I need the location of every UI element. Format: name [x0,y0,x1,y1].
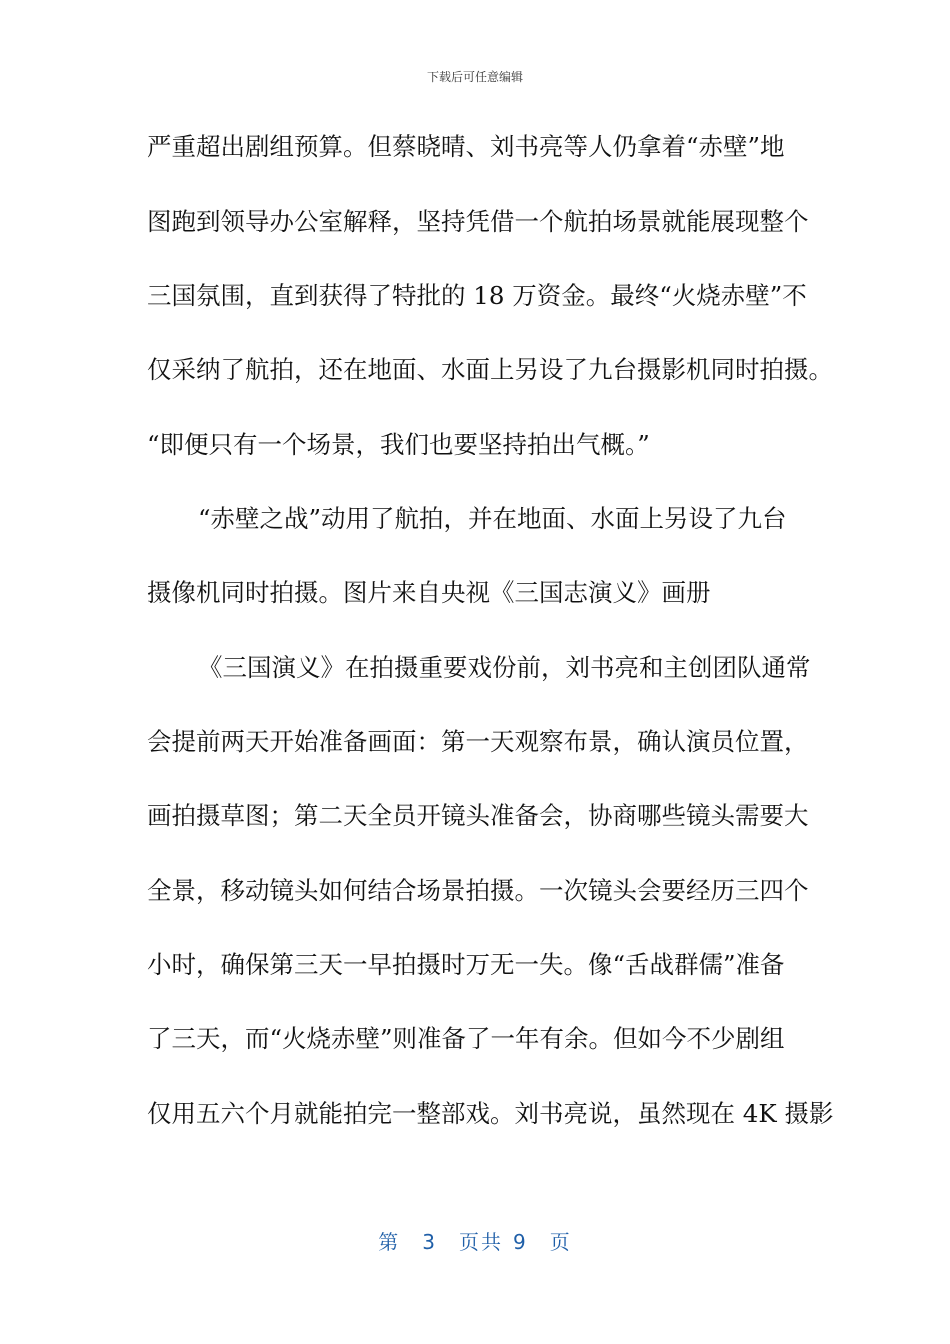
body-line: 三国氛围，直到获得了特批的 18 万资金。最终“火烧赤壁”不 [147,281,807,310]
paragraph-start-line: “赤壁之战”动用了航拍，并在地面、水面上另设了九台 [198,504,787,533]
body-line: 全景，移动镜头如何结合场景拍摄。一次镜头会要经历三四个 [147,876,809,905]
body-line: “即便只有一个场景，我们也要坚持拍出气概。” [147,430,650,459]
footer-prefix: 第 [378,1230,401,1254]
body-line: 画拍摄草图；第二天全员开镜头准备会，协商哪些镜头需要大 [147,801,809,830]
footer-middle: 页共 [459,1230,503,1254]
footer-total-pages: 9 [513,1230,528,1254]
page-header: 下载后可任意编辑 [426,70,523,84]
body-line: 小时，确保第三天一早拍摄时万无一失。像“舌战群儒”准备 [147,950,785,979]
page-footer [0,1226,950,1255]
body-line: 了三天，而“火烧赤壁”则准备了一年有余。但如今不少剧组 [147,1024,785,1053]
paragraph-start-line: 《三国演义》在拍摄重要戏份前，刘书亮和主创团队通常 [198,653,811,682]
body-line: 仅用五六个月就能拍完一整部戏。刘书亮说，虽然现在 4K 摄影 [147,1099,834,1128]
body-line: 会提前两天开始准备画面：第一天观察布景，确认演员位置， [147,727,809,756]
body-line: 摄像机同时拍摄。图片来自央视《三国志演义》画册 [147,578,711,607]
body-line: 严重超出剧组预算。但蔡晓晴、刘书亮等人仍拿着“赤壁”地 [147,132,785,161]
body-line: 仅采纳了航拍，还在地面、水面上另设了九台摄影机同时拍摄。 [147,355,833,384]
footer-suffix: 页 [549,1230,572,1254]
body-line: 图跑到领导办公室解释，坚持凭借一个航拍场景就能展现整个 [147,207,809,236]
footer-page-number: 3 [422,1230,437,1254]
